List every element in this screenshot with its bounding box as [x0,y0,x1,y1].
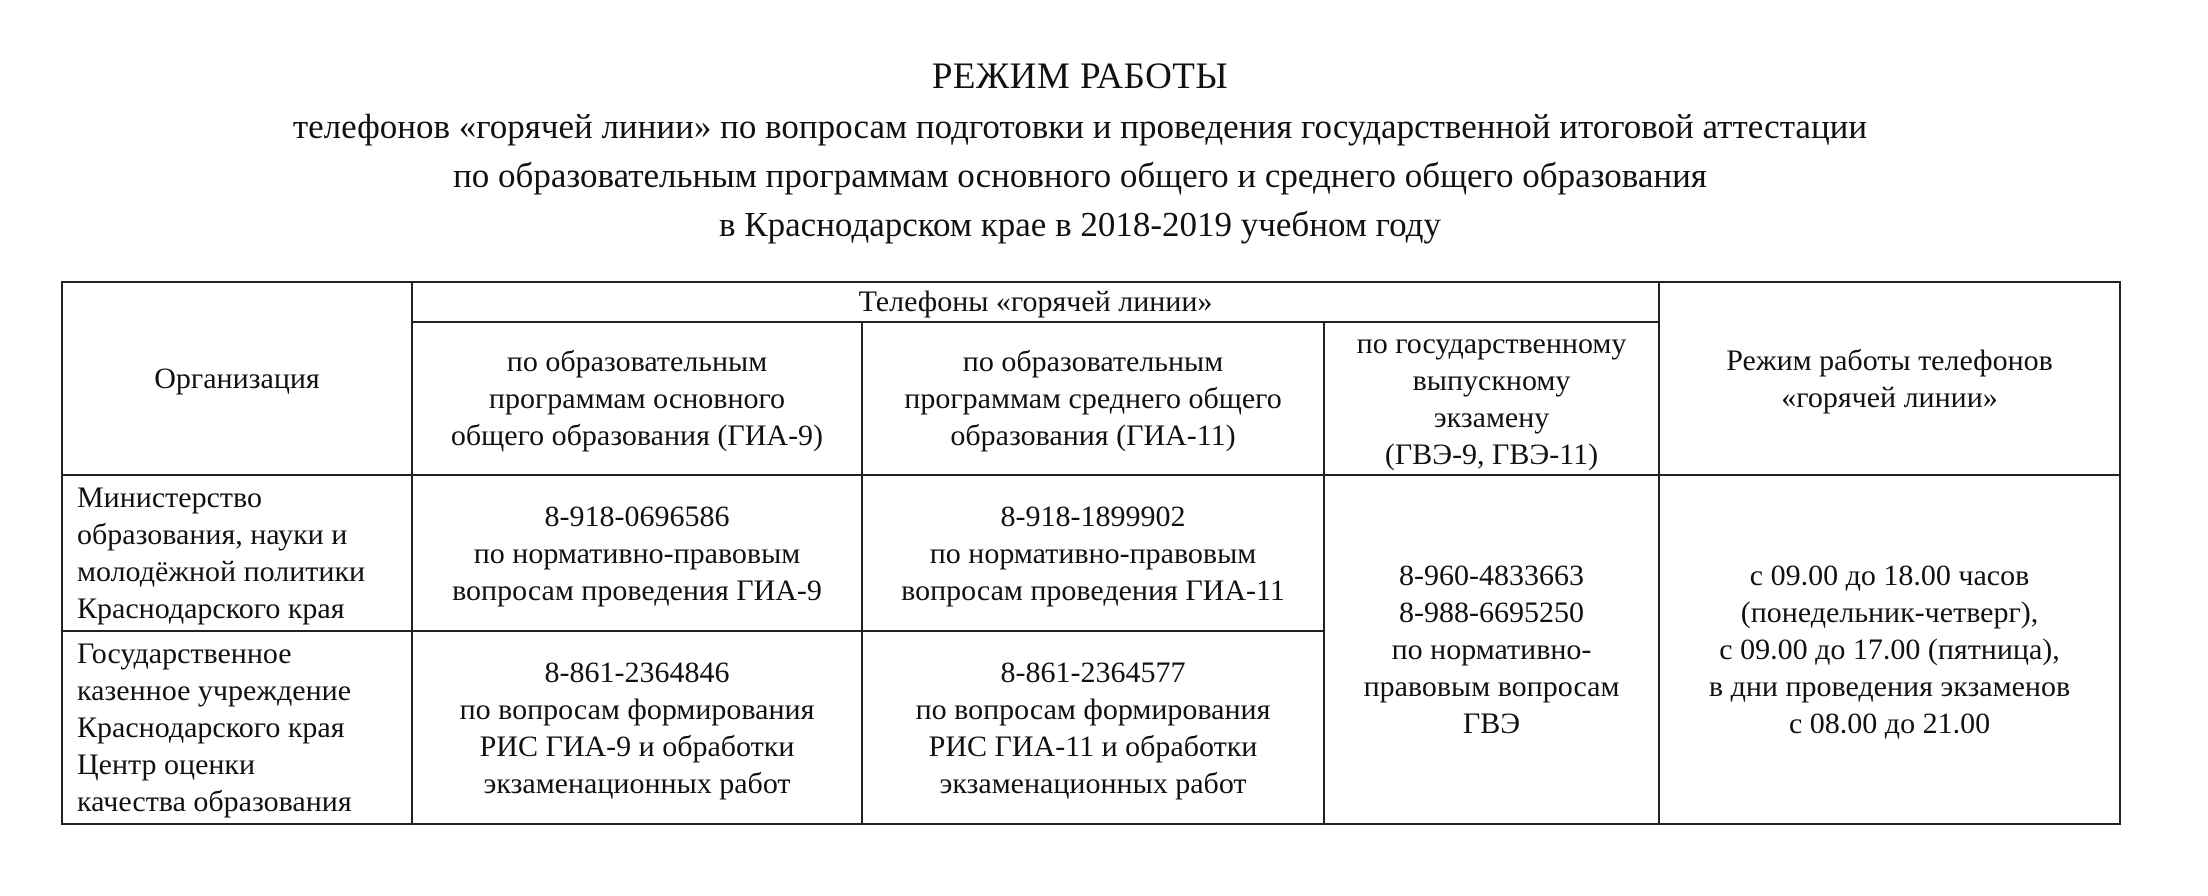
gia11-phone-cell: 8-861-2364577 по вопросам формирования РИС ГИА-11 и обработки экзаменационных работ [862,631,1324,824]
phone-number: 8-918-1899902 [1000,499,1186,533]
organization-cell-assessment-center: Государственное казенное учреждение Краснодарского края Центр оценки качества образования [62,631,412,824]
gia9-phone-cell: 8-861-2364846 по вопросам формирования РИС ГИА-9 и обработки экзаменационных работ [412,631,862,824]
phone-number: 8-988-6695250 [1399,596,1584,629]
phone-number: 8-861-2364846 [544,655,730,689]
document-title: РЕЖИМ РАБОТЫ [931,56,1229,97]
column-group-header-hotlines: Телефоны «горячей линии» [412,282,1659,322]
column-header-gve: по государственному выпускному экзамену (ГВЭ-9, ГВЭ-11) [1324,322,1659,475]
organization-cell-ministry: Министерство образования, науки и молодёжной политики Краснодарского края [62,475,412,631]
subtitle-line-2: по образовательным программам основного общего и среднего общего образования [453,156,1707,195]
column-header-schedule: Режим работы телефонов «горячей линии» [1659,282,2120,475]
table-header-row-1 [62,282,2120,322]
schedule-cell: с 09.00 до 18.00 часов (понедельник-четверг), с 09.00 до 17.00 (пятница), в дни проведения экзаменов с 08.00 до 21.00 [1659,475,2120,824]
phone-number: 8-861-2364577 [1000,655,1186,689]
subtitle-line-3: в Краснодарском крае в 2018-2019 учебном году [719,205,1441,244]
phone-number: 8-960-4833663 [1399,559,1584,592]
document-header [0,52,2160,249]
table-row [62,475,2120,631]
column-header-organization: Организация [62,282,412,475]
gia11-phone-cell: 8-918-1899902 по нормативно-правовым вопросам проведения ГИА-11 [862,475,1324,631]
gia9-phone-cell: 8-918-0696586 по нормативно-правовым вопросам проведения ГИА-9 [412,475,862,631]
phone-number: 8-918-0696586 [544,499,730,533]
column-header-gia9: по образовательным программам основного общего образования (ГИА-9) [412,322,862,475]
column-header-gia11: по образовательным программам среднего общего образования (ГИА-11) [862,322,1324,475]
subtitle-line-1: телефонов «горячей линии» по вопросам подготовки и проведения государственной итоговой аттестации [292,107,1868,146]
hotline-schedule-table [61,281,2121,825]
gve-phone-cell: 8-960-4833663 8-988-6695250 по нормативно- правовым вопросам ГВЭ [1324,475,1659,824]
